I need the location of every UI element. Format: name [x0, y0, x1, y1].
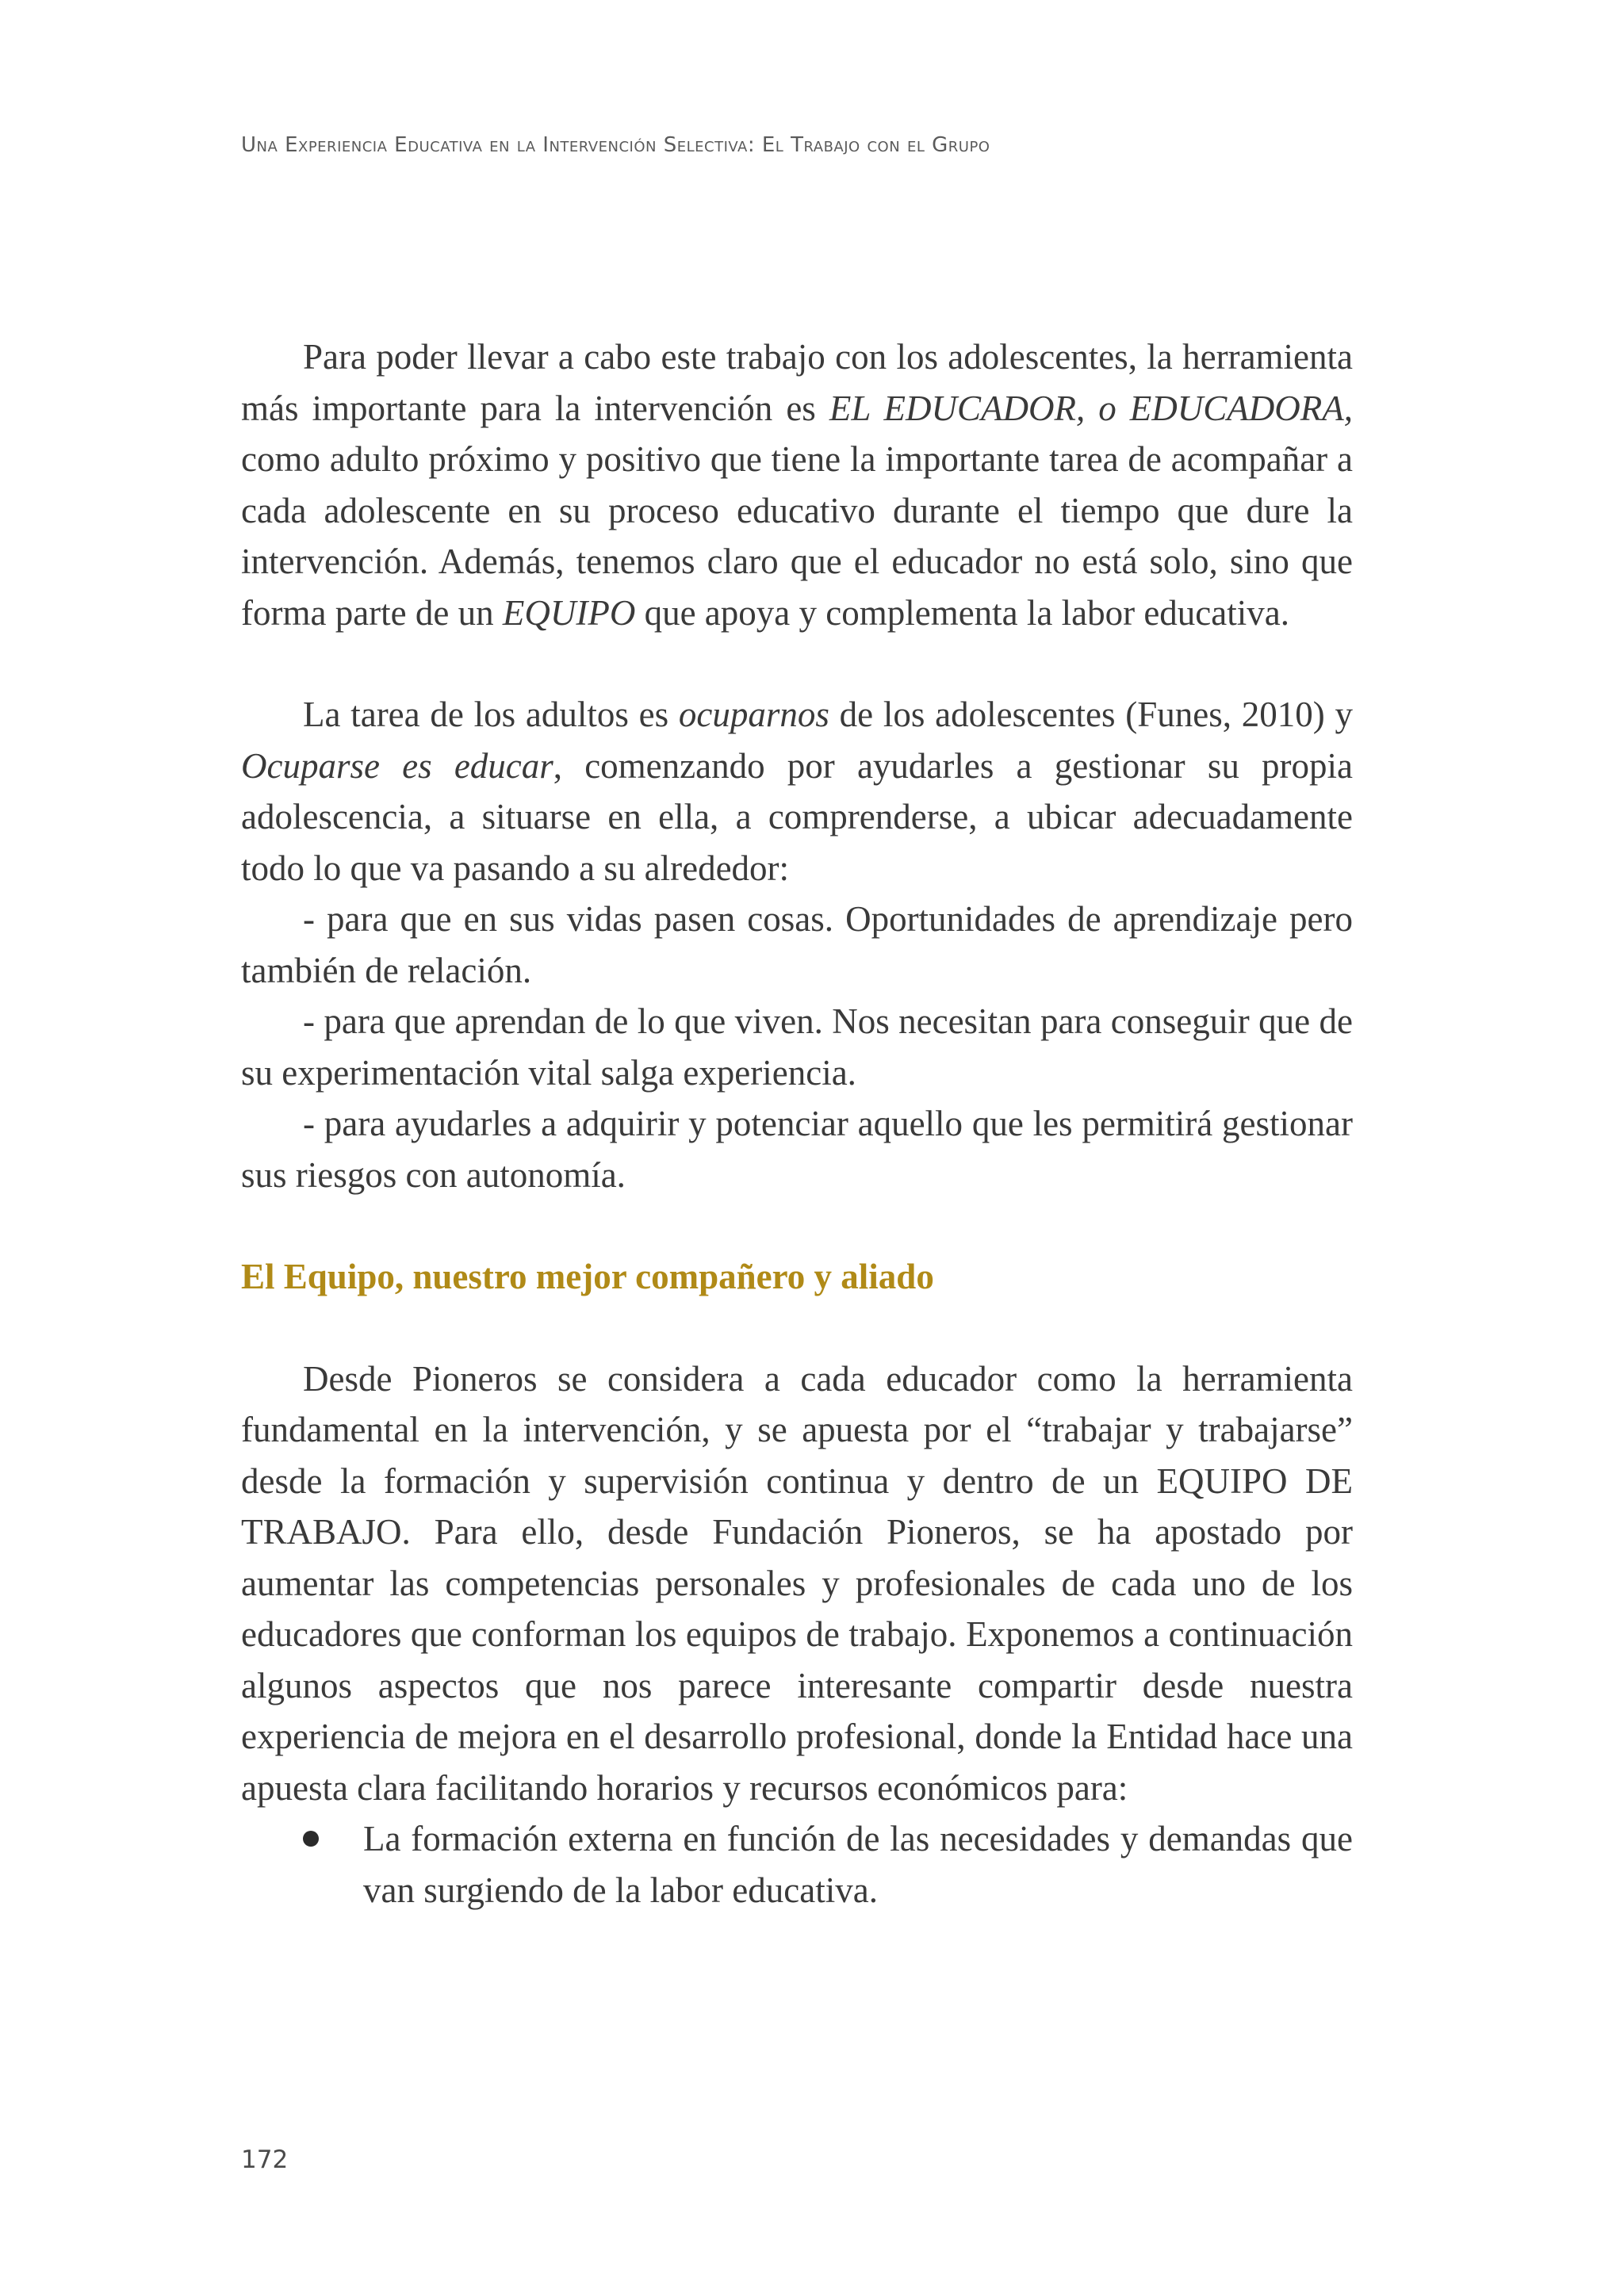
page-body — [241, 331, 1353, 1916]
emphasis-text: EL EDUCADOR, o EDUCADORA, — [829, 388, 1353, 428]
paragraph-ocuparse — [241, 689, 1353, 894]
paragraph-educador — [241, 331, 1353, 638]
paragraph-text: de los adolescentes (Funes, 2010) y — [829, 695, 1353, 734]
bullet-icon — [303, 1831, 319, 1847]
paragraph-text: , comenzando por ayudarles a gestionar su propia adolescencia, a situarse en ella, a comprenderse, a ubicar adecuadamente todo lo que va pasando a su alrededor: — [241, 745, 1353, 888]
bullet-text: La formación externa en función de las necesidades y demandas que van surgiendo de la labor educativa. — [363, 1819, 1353, 1910]
section-heading: El Equipo, nuestro mejor compañero y aliado — [241, 1257, 934, 1296]
running-header: Una Experiencia Educativa en la Intervención Selectiva: El Trabajo con el Grupo — [241, 133, 990, 157]
dash-list-item: - para que aprendan de lo que viven. Nos necesitan para conseguir que de su experimentación vital salga experiencia. — [241, 1001, 1353, 1093]
paragraph-pioneros: Desde Pioneros se considera a cada educador como la herramienta fundamental en la intervención, y se apuesta por el “trabajar y trabajarse” desde la formación y supervisión continua y dentro de un EQUIPO DE TRABAJO. Para ello, desde Fundación Pioneros, se ha apostado por aumentar las competencias personales y profesionales de cada uno de los educadores que conforman los equipos de trabajo. Exponemos a continuación algunos aspectos que nos parece interesante compartir desde nuestra experiencia de mejora en el desarrollo profesional, donde la Entidad hace una apuesta clara facilitando horarios y recursos económicos para: — [241, 1358, 1353, 1808]
dash-list-item: - para ayudarles a adquirir y potenciar aquello que les permitirá gestionar sus riesgos con autonomía. — [241, 1104, 1353, 1195]
emphasis-text: ocuparnos — [678, 695, 829, 734]
paragraph-text: Para poder llevar a cabo este trabajo con los adolescentes, la herramienta más importante para la intervención es — [241, 337, 1353, 428]
dash-list-item: - para que en sus vidas pasen cosas. Oportunidades de aprendizaje pero también de relación. — [241, 899, 1353, 990]
paragraph-text: como adulto próximo y positivo que tiene la importante tarea de acompañar a cada adolescente en su proceso educativo durante el tiempo que dure la intervención. Además, tenemos claro que el educador no está solo, sino que forma parte de un — [241, 439, 1353, 633]
emphasis-text: EQUIPO — [502, 592, 636, 633]
paragraph-text: que apoya y complementa la labor educativa. — [635, 592, 1289, 633]
page-number: 172 — [241, 2146, 289, 2174]
bullet-list-item — [241, 1813, 1353, 1916]
paragraph-text: La tarea de los adultos es — [303, 695, 679, 734]
emphasis-text: Ocuparse es educar — [241, 745, 553, 786]
